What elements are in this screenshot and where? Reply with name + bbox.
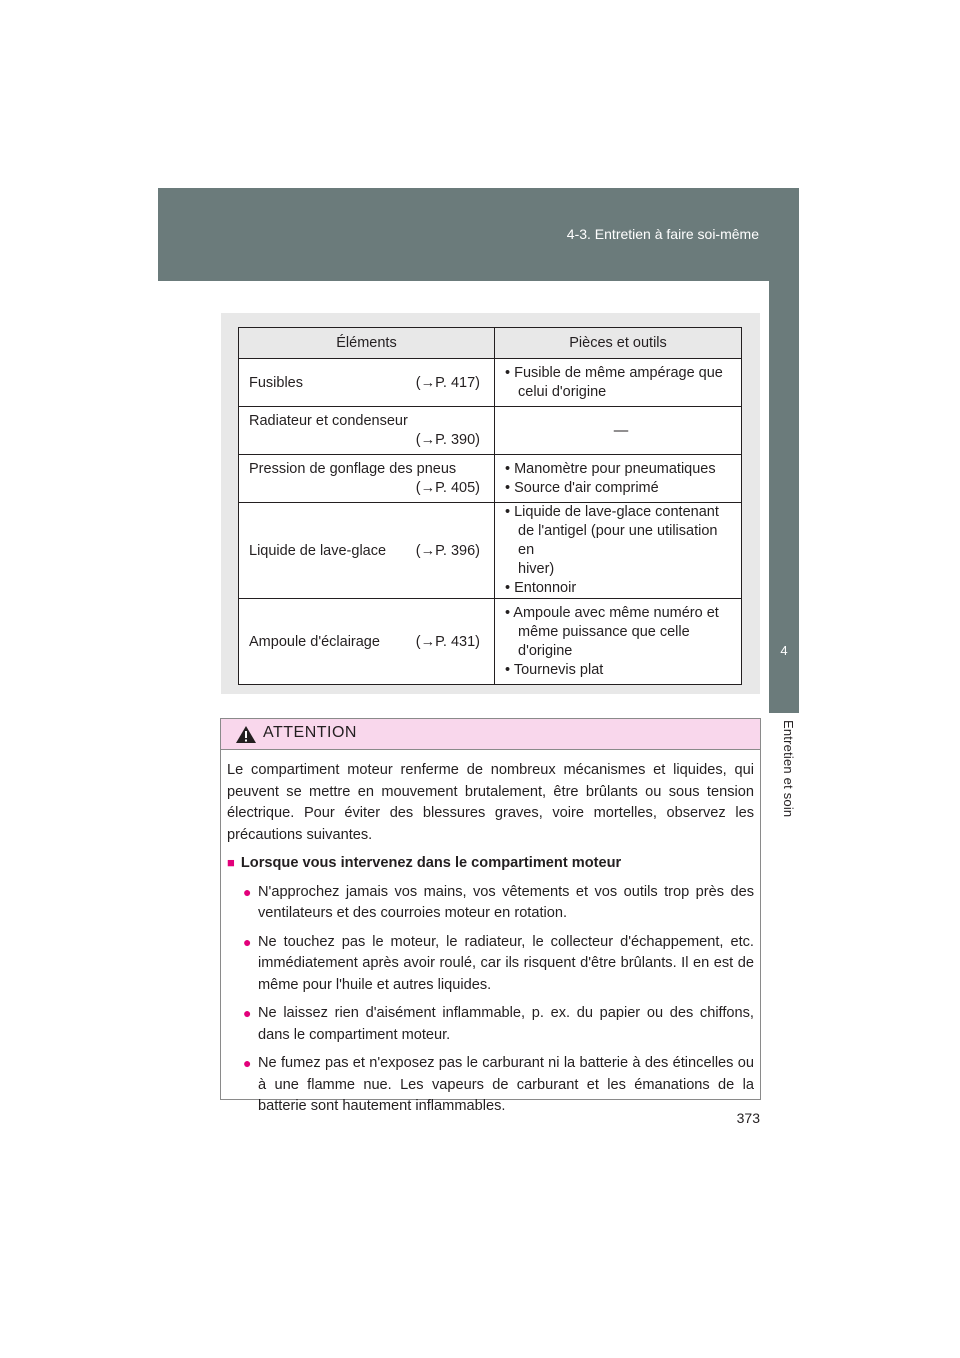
attention-item-text: N'approchez jamais vos mains, vos vêtements et vos outils trop près des ventilateurs et des courroies moteur en rotation. — [258, 883, 754, 921]
table-row — [239, 455, 742, 503]
tool-line: celui d'origine — [518, 383, 607, 400]
attention-subhead-text: Lorsque vous intervenez dans le compartiment moteur — [240, 855, 622, 871]
tool-line: hiver) — [518, 561, 555, 577]
table-row — [239, 359, 742, 407]
header-items: Éléments — [239, 328, 495, 359]
table-row — [239, 407, 742, 455]
row-item: Pression de gonflage des pneus — [249, 460, 457, 477]
attention-title: ATTENTION — [263, 724, 357, 741]
tool-line: même puissance que celle — [518, 623, 690, 640]
tool-line: d'origine — [518, 642, 573, 659]
attention-header — [221, 719, 760, 750]
table-row — [239, 599, 742, 685]
row-ref: (→P. 417) — [415, 374, 480, 391]
row-item: Fusibles — [249, 374, 303, 391]
row-ref: (→P. 405) — [415, 479, 480, 496]
attention-box — [220, 718, 761, 1114]
circle-bullet-icon: ● — [243, 883, 252, 900]
circle-bullet-icon: ● — [243, 1005, 252, 1021]
chapter-label: Entretien et soin — [781, 720, 796, 818]
table-header-row — [239, 328, 742, 359]
row-item: Radiateur et condenseur — [249, 412, 408, 429]
tool-line: • Tournevis plat — [505, 661, 604, 678]
tool-line: • Source d'air comprimé — [505, 479, 659, 496]
chapter-tab — [769, 281, 799, 713]
tool-line: • Manomètre pour pneumatiques — [505, 460, 716, 477]
warning-triangle-icon — [235, 725, 257, 744]
row-ref: (→P. 431) — [415, 633, 480, 650]
tool-line: • Fusible de même ampérage que — [505, 364, 723, 381]
row-ref: (→P. 390) — [415, 431, 480, 448]
row-item: Liquide de lave-glace — [249, 542, 387, 559]
section-title: 4-3. Entretien à faire soi-même — [566, 226, 759, 242]
tool-line: — — [613, 422, 629, 439]
attention-item — [227, 1053, 754, 1118]
row-ref: (→P. 396) — [415, 542, 480, 559]
attention-item-text: Ne laissez rien d'aisément inflammable, p. ex. du papier ou des chiffons, dans le compartiment moteur. — [258, 1005, 754, 1043]
tool-line: • Liquide de lave-glace contenant — [505, 504, 719, 520]
page-number: 373 — [736, 1110, 760, 1126]
tool-line: de l'antigel (pour une utilisation en — [518, 523, 718, 558]
attention-intro: Le compartiment moteur renferme de nombreux mécanismes et liquides, qui peuvent se mettre en mouvement brutalement, être brûlants ou sous tension électrique. Pour éviter des blessures graves, voire mortelles, observez les précautions suivantes. — [227, 762, 754, 843]
table-row — [239, 503, 742, 599]
tool-line: • Entonnoir — [505, 580, 577, 596]
attention-item — [227, 1003, 754, 1046]
square-bullet-icon: ■ — [227, 855, 235, 870]
attention-item — [227, 882, 754, 925]
row-item: Ampoule d'éclairage — [249, 633, 380, 650]
attention-body — [221, 750, 760, 1118]
circle-bullet-icon: ● — [243, 933, 252, 950]
attention-item — [227, 932, 754, 997]
attention-subhead — [227, 852, 754, 875]
circle-bullet-icon: ● — [243, 1055, 252, 1071]
items-table — [238, 327, 742, 685]
header-tools: Pièces et outils — [495, 328, 742, 359]
attention-item-text: Ne fumez pas et n'exposez pas le carburant ni la batterie à des étincelles ou à une flamme nue. Les vapeurs de carburant et les émanations de la batterie sont hautement inflammables. — [258, 1055, 754, 1114]
tool-line: • Ampoule avec même numéro et — [505, 604, 719, 621]
header-band — [158, 188, 799, 281]
chapter-number: 4 — [780, 643, 788, 658]
attention-item-text: Ne touchez pas le moteur, le radiateur, le collecteur d'échappement, etc. immédiatement après avoir roulé, car ils risquent d'être brûlants. Il en est de même pour l'huile et autres liquides. — [258, 933, 754, 993]
